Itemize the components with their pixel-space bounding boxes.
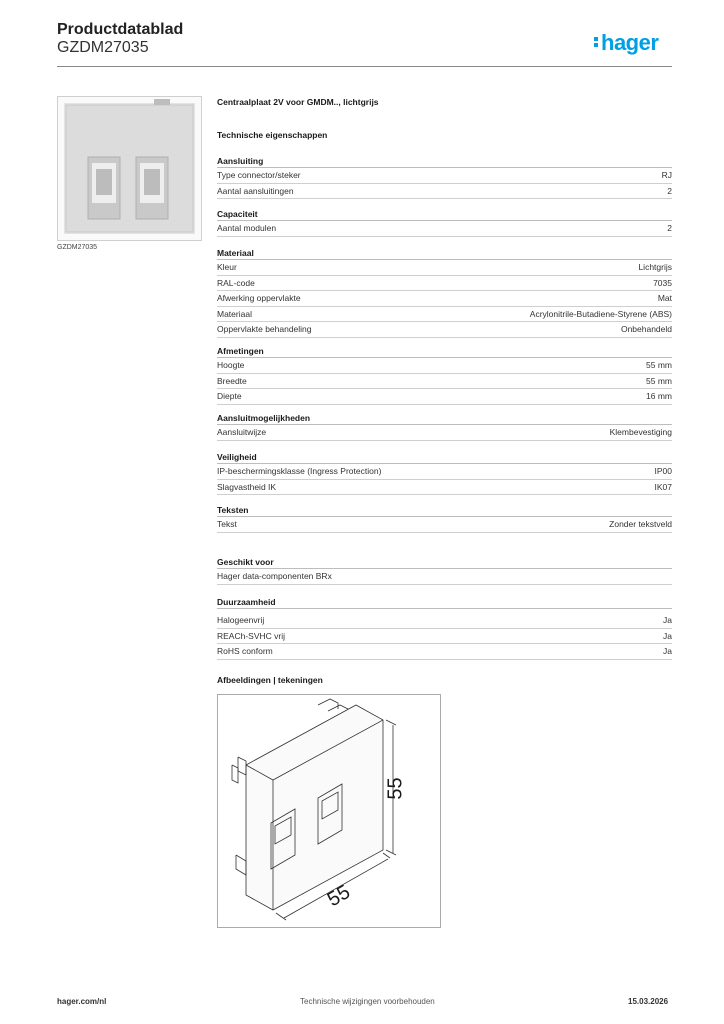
row-label: IP-beschermingsklasse (Ingress Protection) xyxy=(217,466,382,476)
row-label: Halogeenvrij xyxy=(217,615,265,625)
table-row xyxy=(217,291,672,307)
section-title: Capaciteit xyxy=(217,208,672,221)
table-row xyxy=(217,168,672,184)
row-value: 2 xyxy=(667,223,672,233)
row-label: RoHS conform xyxy=(217,646,273,656)
row-label: Kleur xyxy=(217,262,237,272)
technical-drawing xyxy=(217,694,441,928)
section-title: Afmetingen xyxy=(217,345,672,358)
row-label: Aantal modulen xyxy=(217,223,277,233)
row-label: Breedte xyxy=(217,375,247,386)
table-row xyxy=(217,569,672,585)
row-value: RJ xyxy=(661,170,672,180)
section-duurzaamheid xyxy=(217,596,672,660)
table-row xyxy=(217,322,672,338)
row-label: Tekst xyxy=(217,519,237,529)
table-row xyxy=(217,629,672,645)
row-value: Lichtgrijs xyxy=(638,262,672,272)
table-row xyxy=(217,307,672,323)
row-value: IP00 xyxy=(654,466,672,476)
table-row xyxy=(217,425,672,441)
table-row xyxy=(217,517,672,533)
row-value: Ja xyxy=(663,646,672,656)
footer-notice: Technische wijzigingen voorbehouden xyxy=(300,997,435,1006)
hager-logo xyxy=(594,30,658,56)
row-label: Hager data-componenten BRx xyxy=(217,571,332,581)
row-label: Hoogte xyxy=(217,360,245,370)
table-row xyxy=(217,221,672,237)
row-value: Klembevestiging xyxy=(609,427,672,437)
table-row xyxy=(217,480,672,496)
table-row xyxy=(217,389,672,405)
product-code: GZDM27035 xyxy=(57,39,149,56)
row-value: Acrylonitrile-Butadiene-Styrene (ABS) xyxy=(529,308,672,319)
table-row xyxy=(217,464,672,480)
row-label: REACh-SVHC vrij xyxy=(217,630,286,641)
section-capaciteit xyxy=(217,208,672,237)
section-materiaal xyxy=(217,247,672,338)
product-photo xyxy=(57,96,202,241)
section-aansluiting xyxy=(217,155,672,199)
footer-date: 15.03.2026 xyxy=(628,997,669,1006)
table-row xyxy=(217,358,672,374)
row-value: Ja xyxy=(663,615,672,625)
section-veiligheid xyxy=(217,451,672,495)
dimension-width-label: 55 xyxy=(323,880,355,912)
row-value: 7035 xyxy=(653,277,672,288)
row-label: RAL-code xyxy=(217,277,255,288)
row-value: Onbehandeld xyxy=(620,324,672,334)
table-row xyxy=(217,260,672,276)
section-title: Veiligheid xyxy=(217,451,672,464)
table-row xyxy=(217,276,672,292)
row-label: Aansluitwijze xyxy=(217,427,267,437)
table-row xyxy=(217,374,672,390)
section-title: Teksten xyxy=(217,504,672,517)
logo-text: hager xyxy=(601,30,659,55)
section-title: Aansluiting xyxy=(217,155,672,168)
header-divider xyxy=(57,66,672,67)
row-value: Mat xyxy=(657,293,672,303)
section-teksten xyxy=(217,504,672,533)
row-value: Ja xyxy=(663,630,672,641)
row-value: 55 mm xyxy=(646,375,672,386)
logo-dots-icon xyxy=(594,34,599,48)
drawings-title: Afbeeldingen | tekeningen xyxy=(217,675,323,685)
table-row xyxy=(217,644,672,660)
row-label: Slagvastheid IK xyxy=(217,481,277,492)
row-value: 2 xyxy=(667,185,672,196)
section-title: Materiaal xyxy=(217,247,672,260)
section-title: Aansluitmogelijkheden xyxy=(217,412,672,425)
section-geschikt-voor xyxy=(217,556,672,585)
section-title: Geschikt voor xyxy=(217,556,672,569)
row-label: Materiaal xyxy=(217,308,252,319)
footer-website[interactable]: hager.com/nl xyxy=(57,997,107,1006)
product-image xyxy=(58,97,201,240)
row-value: IK07 xyxy=(654,481,672,492)
row-value: 16 mm xyxy=(646,391,672,401)
table-row xyxy=(217,613,672,629)
row-value: 55 mm xyxy=(646,360,672,370)
table-row xyxy=(217,184,672,200)
row-label: Oppervlakte behandeling xyxy=(217,324,312,334)
row-label: Afwerking oppervlakte xyxy=(217,293,301,303)
row-label: Type connector/steker xyxy=(217,170,301,180)
tech-properties-title: Technische eigenschappen xyxy=(217,130,328,140)
row-label: Diepte xyxy=(217,391,242,401)
document-title: Productdatablad xyxy=(57,21,184,38)
photo-caption: GZDM27035 xyxy=(57,244,98,251)
section-title: Duurzaamheid xyxy=(217,596,672,609)
section-afmetingen xyxy=(217,345,672,405)
dimension-height-label: 55 xyxy=(384,777,407,800)
row-label: Aantal aansluitingen xyxy=(217,185,294,196)
product-description: Centraalplaat 2V voor GMDM.., lichtgrijs xyxy=(217,97,379,107)
section-aansluitmogelijkheden xyxy=(217,412,672,441)
row-value: Zonder tekstveld xyxy=(609,519,672,529)
